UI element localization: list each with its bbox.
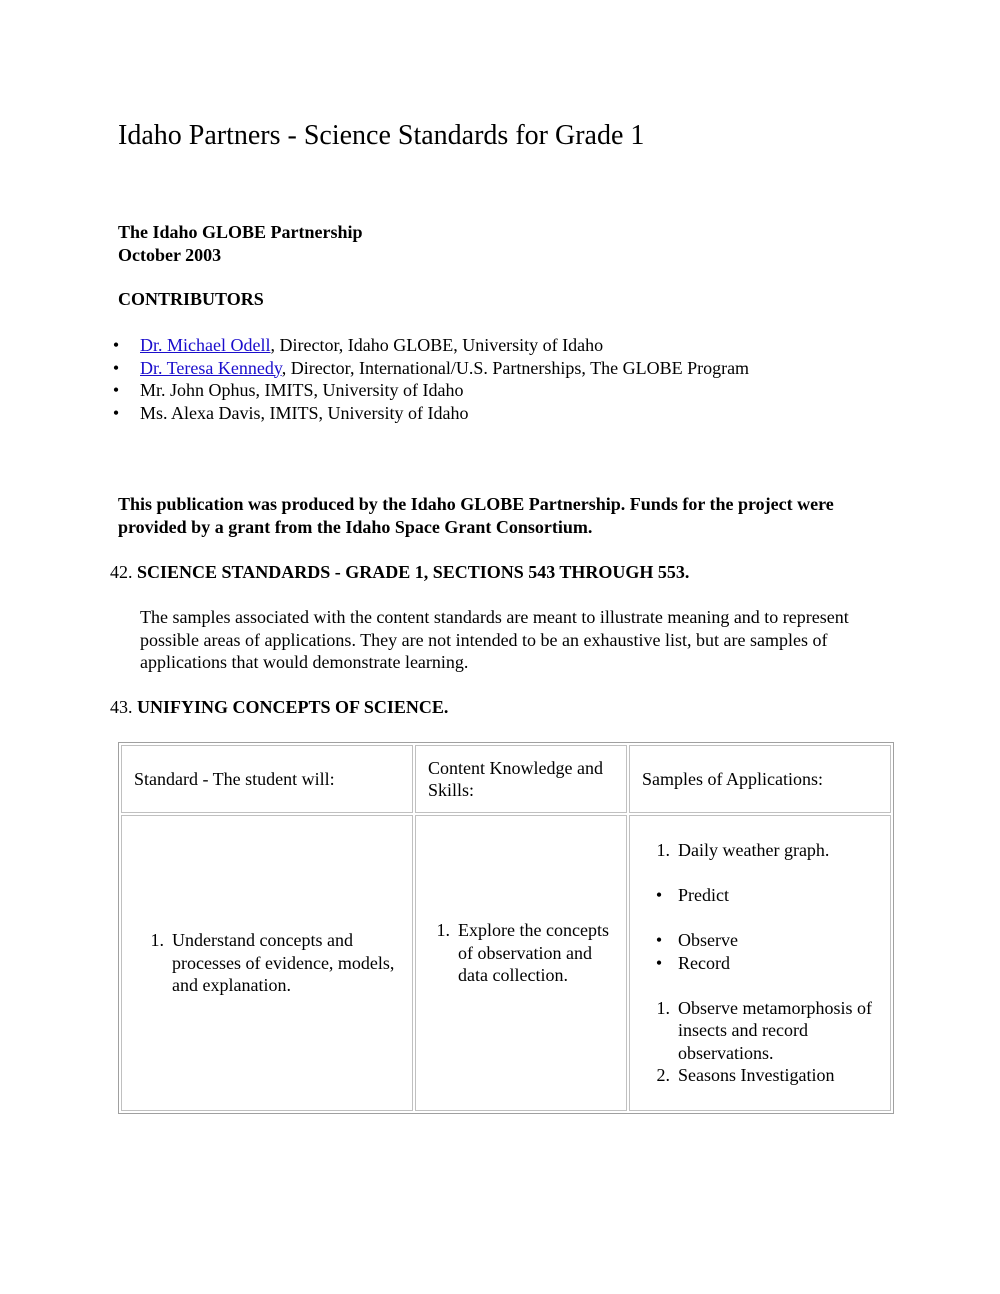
list-item bbox=[648, 1064, 878, 1087]
header-samples: Samples of Applications: bbox=[629, 745, 891, 813]
section-42-heading bbox=[110, 561, 689, 584]
intro-paragraph: The samples associated with the content standards are meant to illustrate meaning and to represent possible areas of applications. They are not intended to be an exhaustive list, but are samples of applications that would demonstrate learning. bbox=[140, 607, 849, 672]
list-item bbox=[648, 839, 878, 862]
list-number: 1. bbox=[656, 997, 670, 1018]
content-list bbox=[428, 919, 614, 987]
contributor-link-odell[interactable]: Dr. Michael Odell bbox=[140, 335, 271, 355]
bullet-icon: • bbox=[112, 357, 120, 378]
cell-content bbox=[415, 815, 627, 1111]
samples-list-first bbox=[648, 839, 878, 862]
samples-list-second bbox=[648, 997, 878, 1087]
sample-bullet-text: Observe bbox=[678, 930, 738, 951]
contributor-name: Mr. John Ophus, IMITS, University of Idaho bbox=[140, 380, 464, 400]
list-item bbox=[142, 929, 400, 997]
sample-text: Seasons Investigation bbox=[678, 1065, 835, 1086]
contributors-heading: CONTRIBUTORS bbox=[118, 289, 264, 309]
standard-text: Understand concepts and processes of evidence, models, and explanation. bbox=[172, 930, 395, 996]
section-number: 43. bbox=[110, 697, 133, 717]
standards-table bbox=[118, 742, 894, 1114]
list-item bbox=[648, 929, 878, 952]
table-header-row bbox=[121, 745, 891, 813]
cell-standard bbox=[121, 815, 413, 1111]
section-43-heading bbox=[110, 696, 448, 719]
publication-date: October 2003 bbox=[118, 244, 222, 265]
samples-bullets-a bbox=[648, 884, 878, 907]
list-number: 2. bbox=[656, 1065, 670, 1086]
bullet-icon: • bbox=[655, 930, 663, 951]
page-title: Idaho Partners - Science Standards for Grade 1 bbox=[118, 120, 645, 151]
publication-note: This publication was produced by the Idaho GLOBE Partnership. Funds for the project were provided by a grant from the Idaho Space Grant Consortium. bbox=[118, 494, 834, 537]
content-text: Explore the concepts of observation and data collection. bbox=[458, 920, 609, 986]
header-standard: Standard - The student will: bbox=[121, 745, 413, 813]
contributor-link-kennedy[interactable]: Dr. Teresa Kennedy bbox=[140, 357, 282, 378]
bullet-icon: • bbox=[112, 402, 120, 423]
sample-text: Observe metamorphosis of insects and record observations. bbox=[678, 997, 872, 1063]
contributor-item bbox=[110, 334, 749, 357]
standard-list bbox=[142, 929, 400, 997]
bullet-icon: • bbox=[655, 952, 663, 973]
contributor-detail: , Director, Idaho GLOBE, University of Idaho bbox=[270, 335, 604, 355]
sample-text: Daily weather graph. bbox=[678, 840, 830, 861]
list-number: 1. bbox=[436, 920, 450, 941]
sample-bullet-text: Predict bbox=[678, 885, 729, 906]
list-item bbox=[648, 997, 878, 1065]
sample-bullet-text: Record bbox=[678, 952, 730, 973]
bullet-icon: • bbox=[655, 885, 663, 906]
list-number: 1. bbox=[656, 840, 670, 861]
contributor-item bbox=[110, 379, 749, 402]
bullet-icon: • bbox=[112, 335, 120, 355]
list-item bbox=[648, 952, 878, 975]
header-content: Content Knowledge and Skills: bbox=[415, 745, 627, 813]
contributor-detail: , Director, International/U.S. Partnerships, The GLOBE Program bbox=[281, 357, 750, 378]
contributor-name: Ms. Alexa Davis, IMITS, University of Idaho bbox=[140, 402, 469, 423]
cell-samples bbox=[629, 815, 891, 1111]
organization-block bbox=[118, 221, 363, 266]
contributor-item bbox=[110, 357, 749, 380]
section-title: SCIENCE STANDARDS - GRADE 1, SECTIONS 543 THROUGH 553. bbox=[137, 562, 690, 582]
section-number: 42. bbox=[110, 562, 133, 582]
samples-bullets-b bbox=[648, 929, 878, 974]
table-row bbox=[121, 815, 891, 1111]
contributors-list bbox=[110, 334, 749, 424]
section-title: UNIFYING CONCEPTS OF SCIENCE. bbox=[137, 697, 449, 717]
organization-name: The Idaho GLOBE Partnership bbox=[118, 222, 363, 242]
bullet-icon: • bbox=[112, 380, 120, 400]
contributor-item bbox=[110, 402, 749, 425]
list-item bbox=[428, 919, 614, 987]
list-number: 1. bbox=[150, 930, 164, 951]
list-item bbox=[648, 884, 878, 907]
